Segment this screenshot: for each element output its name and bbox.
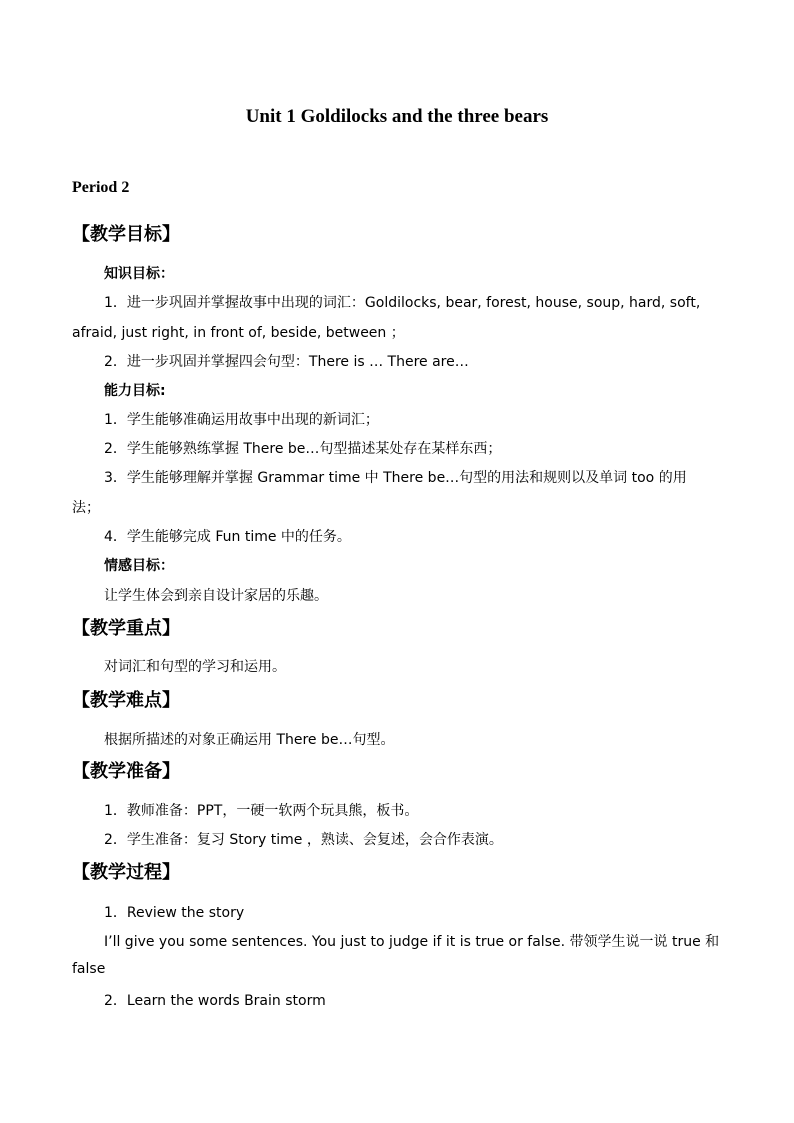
knowledge-objectives-label: 知识目标： [104, 266, 174, 282]
knowledge-item-2: 2．进一步巩固并掌握四会句型：There is … There are… [104, 354, 469, 370]
knowledge-item-1-line-2: afraid, just right, in front of, beside, between ； [72, 325, 405, 341]
section-heading-preparation: 【教学准备】 [72, 761, 180, 782]
difficulties-text: 根据所描述的对象正确运用 There be…句型。 [104, 732, 395, 748]
ability-objectives-label: 能力目标: [104, 383, 166, 399]
knowledge-item-1-line-1: 1．进一步巩固并掌握故事中出现的词汇：Goldilocks, bear, forest, house, soup, hard, soft, [104, 295, 701, 311]
preparation-item-1: 1．教师准备：PPT，一硬一软两个玩具熊，板书。 [104, 803, 419, 819]
preparation-item-2: 2．学生准备：复习 Story time ，熟读、会复述，会合作表演。 [104, 832, 503, 848]
process-step-2: 2．Learn the words Brain storm [104, 993, 326, 1009]
ability-item-3-line-1: 3．学生能够理解并掌握 Grammar time 中 There be…句型的用法和规则以及单词 too 的用 [104, 470, 687, 486]
process-step-1: 1．Review the story [104, 905, 245, 921]
emotion-objectives-label: 情感目标： [104, 558, 174, 574]
section-heading-key-points: 【教学重点】 [72, 618, 180, 639]
key-points-text: 对词汇和句型的学习和运用。 [104, 659, 286, 675]
ability-item-1: 1．学生能够准确运用故事中出现的新词汇； [104, 412, 379, 428]
section-heading-difficulties: 【教学难点】 [72, 690, 180, 711]
ability-item-3-line-2: 法； [72, 500, 100, 516]
process-step-1-text-line-2: false [72, 961, 106, 977]
section-heading-process: 【教学过程】 [72, 862, 180, 883]
period-label: Period 2 [72, 179, 130, 196]
emotion-item-1: 让学生体会到亲自设计家居的乐趣。 [104, 588, 328, 604]
ability-item-2: 2．学生能够熟练掌握 There be…句型描述某处存在某样东西； [104, 441, 502, 457]
document-title: Unit 1 Goldilocks and the three bears [245, 106, 549, 127]
process-step-1-text-line-1: I’ll give you some sentences. You just to judge if it is true or false. 带领学生说一说 true 和 [104, 934, 720, 950]
ability-item-4: 4．学生能够完成 Fun time 中的任务。 [104, 529, 351, 545]
section-heading-objectives: 【教学目标】 [72, 224, 180, 245]
